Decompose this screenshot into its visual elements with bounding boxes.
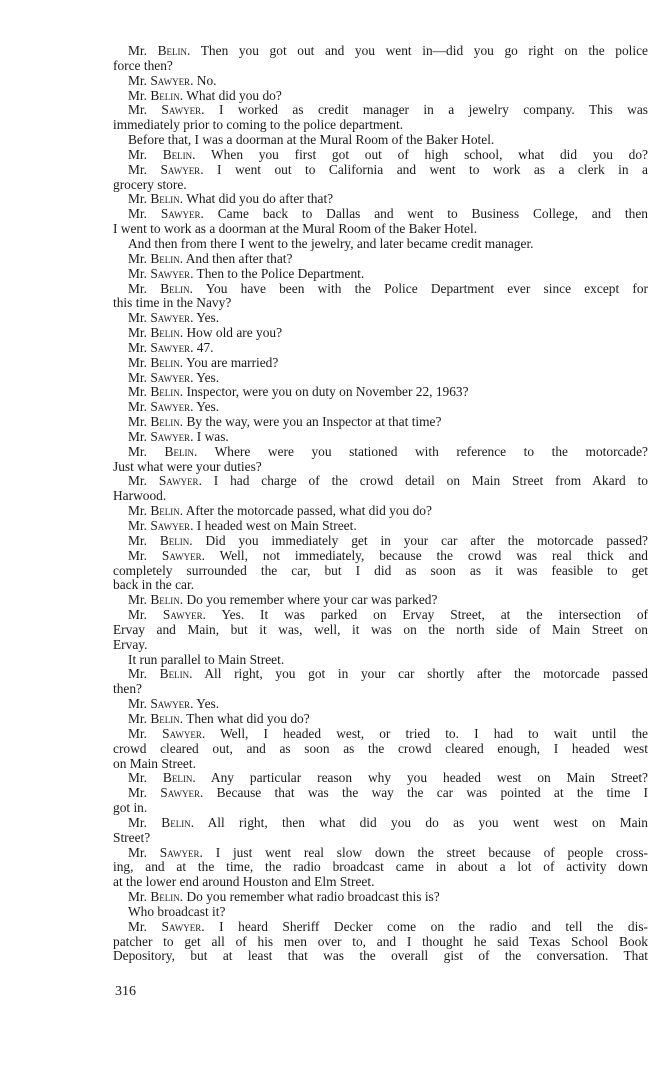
line-text: Came back to Dallas and went to Business College, and then (217, 207, 648, 222)
page-number: 316 (115, 984, 136, 999)
line-text: Do you remember where your car was parked? (186, 592, 438, 608)
text-line (113, 801, 648, 816)
line-text: How old are you? (186, 325, 283, 341)
text-line (113, 757, 648, 772)
text-line (113, 311, 648, 326)
speaker-title: Mr. (128, 726, 147, 741)
text-line (113, 534, 648, 549)
speaker-name: Belin. (164, 444, 198, 459)
text-line (113, 474, 648, 489)
line-text: You are married? (185, 354, 279, 370)
line-text: When you first got out of high school, what did you do? (211, 147, 648, 162)
text-line (113, 192, 648, 207)
line-text: Yes. (196, 399, 220, 415)
text-line (113, 920, 648, 935)
line-text: I heard Sheriff Decker come on the radio and tell the dis- (219, 919, 648, 934)
line-text: got in. (113, 800, 148, 816)
speaker-name: Belin. (150, 250, 184, 266)
line-text: Depository, but at least that was the overall gist of the conversation. That (113, 949, 648, 964)
text-line (113, 846, 648, 861)
speaker-name: Sawyer. (160, 162, 204, 177)
speaker-name: Belin. (150, 354, 184, 370)
line-text: All right, then what did you do as you went west on Main (207, 815, 648, 830)
text-line (113, 460, 648, 475)
speaker-name: Sawyer. (150, 399, 194, 415)
speaker-title: Mr. (128, 889, 147, 905)
text-line (113, 786, 648, 801)
line-text: at the lower end around Houston and Elm Street. (113, 874, 375, 890)
speaker-title: Mr. (128, 474, 147, 489)
speaker-title: Mr. (128, 310, 147, 326)
line-text: 47. (196, 339, 214, 355)
text-line (113, 371, 648, 386)
speaker-title: Mr. (128, 696, 147, 712)
text-line (113, 385, 648, 400)
speaker-name: Belin. (162, 147, 196, 162)
text-line (113, 118, 648, 133)
text-line (113, 712, 648, 727)
speaker-name: Sawyer. (159, 845, 203, 860)
line-text: And then after that? (185, 250, 293, 266)
speaker-name: Sawyer. (150, 265, 194, 281)
speaker-name: Sawyer. (160, 786, 204, 801)
line-text: ing, and at the time, the radio broadcast came in about a lot of activity down (113, 860, 648, 875)
speaker-title: Mr. (128, 845, 147, 860)
text-line (113, 445, 648, 460)
text-line (113, 935, 648, 950)
text-line (113, 103, 648, 118)
speaker-title: Mr. (128, 384, 147, 400)
text-line (113, 949, 648, 964)
text-line (113, 682, 648, 697)
line-text: Then you got out and you went in—did you go right on the police (200, 44, 648, 58)
text-line (113, 564, 648, 579)
line-text: I headed west on Main Street. (196, 518, 357, 533)
text-line (113, 133, 648, 148)
speaker-title: Mr. (128, 72, 147, 88)
text-line (113, 163, 648, 178)
text-line (113, 89, 648, 104)
line-text: Harwood. (113, 488, 167, 504)
line-text: You have been with the Police Department ever since except for (205, 281, 648, 296)
speaker-name: Belin. (159, 533, 193, 548)
text-line (113, 549, 648, 564)
line-text: Yes. It was parked on Ervay Street, at the intersection of (221, 608, 648, 623)
speaker-name: Sawyer. (161, 919, 205, 934)
text-line (113, 860, 648, 875)
text-line (113, 504, 648, 519)
text-line (113, 326, 648, 341)
text-line (113, 74, 648, 89)
line-text: Then to the Police Department. (196, 265, 365, 281)
speaker-title: Mr. (128, 207, 147, 222)
line-text: Well, not immediately, because the crowd was real thick and (219, 548, 648, 563)
line-text: Then what did you do? (186, 710, 310, 726)
speaker-title: Mr. (128, 162, 147, 177)
speaker-name: Belin. (157, 44, 191, 58)
speaker-title: Mr. (128, 250, 147, 266)
line-text: Where were you stationed with reference to the motorcade? (214, 444, 648, 459)
testimony-transcript (113, 44, 648, 964)
line-text: immediately prior to coming to the police department. (113, 117, 404, 133)
text-line (113, 59, 648, 74)
text-line (113, 623, 648, 638)
line-text: grocery store. (113, 176, 187, 192)
text-line (113, 267, 648, 282)
text-line (113, 890, 648, 905)
line-text: Who broadcast it? (128, 903, 226, 919)
text-line (113, 282, 648, 297)
speaker-title: Mr. (128, 444, 147, 459)
speaker-title: Mr. (128, 369, 147, 385)
text-line (113, 341, 648, 356)
line-text: crowd cleared out, and as soon as the crowd cleared enough, I headed west (113, 741, 648, 756)
speaker-name: Sawyer. (150, 369, 194, 385)
speaker-title: Mr. (128, 87, 147, 103)
line-text: It run parallel to Main Street. (128, 651, 285, 667)
speaker-title: Mr. (128, 414, 147, 430)
line-text: Yes. (196, 310, 220, 326)
line-text: Well, I headed west, or tried to. I had to wait until the (220, 726, 648, 741)
speaker-name: Sawyer. (162, 608, 206, 623)
speaker-name: Belin. (150, 592, 184, 608)
speaker-name: Belin. (150, 503, 184, 519)
speaker-name: Belin. (150, 889, 184, 905)
line-text: What did you do after that? (186, 191, 334, 207)
speaker-name: Sawyer. (150, 310, 194, 326)
speaker-title: Mr. (128, 399, 147, 415)
text-line (113, 178, 648, 193)
speaker-name: Belin. (150, 325, 184, 341)
line-text: Yes. (196, 696, 220, 712)
text-line (113, 742, 648, 757)
line-text: back in the car. (113, 577, 195, 593)
speaker-title: Mr. (128, 533, 147, 548)
text-line (113, 400, 648, 415)
text-line (113, 697, 648, 712)
speaker-name: Belin. (150, 710, 184, 726)
speaker-title: Mr. (128, 608, 147, 623)
text-line (113, 831, 648, 846)
speaker-title: Mr. (128, 667, 147, 682)
speaker-title: Mr. (128, 265, 147, 281)
line-text: Because that was the way the car was pointed at the time I (216, 786, 648, 801)
line-text: Any particular reason why you headed west on Main Street? (210, 771, 648, 786)
line-text: And then from there I went to the jewelry, and later became credit manager. (128, 235, 534, 251)
line-text: completely surrounded the car, but I did as soon as it was feasible to get (113, 563, 648, 578)
line-text: I just went real slow down the street because of people cross- (215, 845, 648, 860)
speaker-title: Mr. (128, 786, 147, 801)
speaker-title: Mr. (128, 815, 147, 830)
speaker-name: Sawyer. (150, 339, 194, 355)
line-text: patcher to get all of his men over to, and I thought he said Texas School Book (113, 934, 648, 949)
line-text: Yes. (196, 369, 220, 385)
line-text: By the way, were you an Inspector at that time? (186, 414, 442, 430)
speaker-title: Mr. (128, 428, 147, 444)
line-text: I went out to California and went to work as a clerk in a (217, 162, 648, 177)
speaker-title: Mr. (128, 548, 147, 563)
line-text: Did you immediately get in your car after the motorcade passed? (205, 533, 648, 548)
line-text: then? (113, 681, 142, 697)
text-line (113, 727, 648, 742)
speaker-title: Mr. (128, 44, 147, 58)
text-line (113, 44, 648, 59)
speaker-name: Sawyer. (150, 518, 194, 533)
speaker-name: Belin. (150, 191, 184, 207)
text-line (113, 222, 648, 237)
line-text: Do you remember what radio broadcast this is? (186, 889, 440, 905)
speaker-title: Mr. (128, 191, 147, 207)
line-text: I was. (196, 428, 229, 444)
speaker-name: Sawyer. (162, 726, 206, 741)
speaker-name: Sawyer. (150, 696, 194, 712)
line-text: No. (196, 72, 217, 88)
line-text: Inspector, were you on duty on November 22, 1963? (186, 384, 469, 400)
speaker-title: Mr. (128, 919, 147, 934)
text-line (113, 905, 648, 920)
text-line (113, 771, 648, 786)
line-text: I worked as credit manager in a jewelry company. This was (218, 103, 648, 118)
text-line (113, 489, 648, 504)
text-line (113, 875, 648, 890)
line-text: Just what were your duties? (113, 458, 262, 474)
text-line (113, 207, 648, 222)
text-line (113, 252, 648, 267)
speaker-title: Mr. (128, 281, 147, 296)
text-line (113, 667, 648, 682)
speaker-name: Sawyer. (161, 548, 205, 563)
text-line (113, 148, 648, 163)
speaker-name: Belin. (162, 771, 196, 786)
speaker-title: Mr. (128, 771, 147, 786)
line-text: All right, you got in your car shortly after the motorcade passed (204, 667, 648, 682)
speaker-title: Mr. (128, 325, 147, 341)
speaker-name: Sawyer. (161, 103, 205, 118)
speaker-name: Belin. (150, 384, 184, 400)
text-line (113, 296, 648, 311)
text-line (113, 578, 648, 593)
line-text: Before that, I was a doorman at the Mural Room of the Baker Hotel. (128, 132, 495, 148)
line-text: What did you do? (186, 87, 282, 103)
line-text: this time in the Navy? (113, 295, 232, 311)
line-text: I went to work as a doorman at the Mural Room of the Baker Hotel. (113, 221, 478, 237)
speaker-name: Belin. (160, 281, 193, 296)
text-line (113, 608, 648, 623)
text-line (113, 816, 648, 831)
speaker-title: Mr. (128, 518, 147, 533)
line-text: force then? (113, 57, 173, 73)
line-text: I had charge of the crowd detail on Main Street from Akard to (213, 474, 648, 489)
speaker-name: Sawyer. (150, 72, 194, 88)
speaker-name: Sawyer. (160, 207, 204, 222)
speaker-title: Mr. (128, 503, 147, 519)
speaker-title: Mr. (128, 592, 147, 608)
text-line (113, 593, 648, 608)
speaker-name: Belin. (150, 87, 184, 103)
text-line (113, 356, 648, 371)
speaker-title: Mr. (128, 103, 147, 118)
speaker-name: Belin. (161, 815, 195, 830)
speaker-title: Mr. (128, 339, 147, 355)
text-line (113, 638, 648, 653)
text-line (113, 519, 648, 534)
speaker-name: Belin. (150, 414, 184, 430)
text-line (113, 415, 648, 430)
speaker-name: Belin. (159, 667, 193, 682)
speaker-title: Mr. (128, 710, 147, 726)
speaker-title: Mr. (128, 354, 147, 370)
text-line (113, 237, 648, 252)
speaker-name: Sawyer. (150, 428, 194, 444)
line-text: Ervay and Main, but it was, well, it was on the north side of Main Street on (113, 622, 648, 637)
speaker-name: Sawyer. (158, 474, 202, 489)
speaker-title: Mr. (128, 147, 147, 162)
text-line (113, 430, 648, 445)
line-text: Street? (113, 829, 151, 845)
line-text: on Main Street. (113, 755, 196, 771)
line-text: After the motorcade passed, what did you do? (185, 503, 432, 519)
text-line (113, 653, 648, 668)
line-text: Ervay. (113, 636, 148, 652)
